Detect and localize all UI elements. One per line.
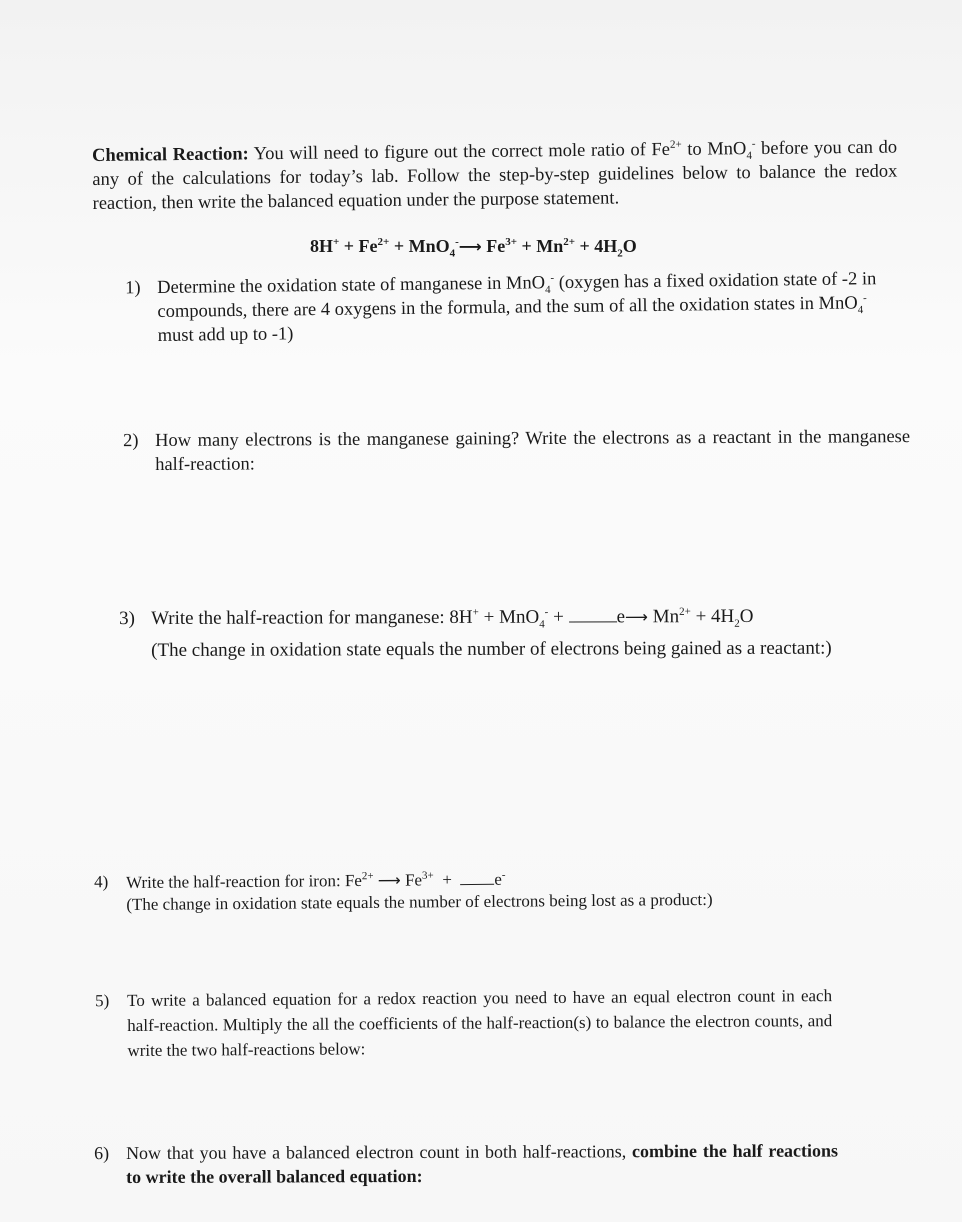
q3-line-2: (The change in oxidation state equals the number of electrons being gained as a reactant:) [151, 637, 832, 661]
q4-electron: e [494, 869, 502, 889]
q3-text-b: + MnO [478, 606, 540, 628]
fe-charge: 2+ [669, 138, 682, 151]
q1-text-a: Determine the oxidation state of manganese in MnO [157, 273, 546, 298]
question-text [126, 865, 846, 916]
question-number: 2) [123, 431, 139, 452]
eq-part: + Mn [516, 236, 564, 256]
reaction-arrow-icon: ⟶ [624, 607, 648, 627]
eq-part: + MnO [389, 236, 450, 256]
eq-sup: - [455, 236, 459, 248]
q3-electron: e [616, 606, 626, 628]
eq-part: 8H [310, 236, 334, 256]
eq-sup: 2+ [563, 236, 576, 248]
q3-text-a: Write the half-reaction for manganese: 8H [151, 606, 473, 629]
question-5 [95, 983, 833, 1063]
q1-sup: - [550, 271, 555, 285]
question-text [157, 267, 903, 348]
q1-sub2: 4 [857, 304, 864, 317]
question-6 [94, 1139, 839, 1189]
q1-sup2: - [863, 292, 867, 305]
question-1 [125, 267, 903, 348]
q3-text-g: O [739, 605, 754, 627]
intro-text: You will need to figure out the correct mole ratio of Fe [248, 139, 671, 165]
intro-text-3: before you can do any of the calculations for today’s lab. Follow the step-by-step guidelines below to balance the redox reaction, then write the balanced equation under the purpose statement. [92, 137, 898, 214]
question-text: How many electrons is the manganese gaining? Write the electrons as a reactant in the manganese half-reaction: [155, 427, 911, 475]
reaction-arrow-icon: ⟶ [458, 237, 482, 256]
question-number: 6) [94, 1143, 110, 1164]
q6-text: Now that you have a balanced electron count in both half-reactions, [126, 1141, 633, 1163]
reaction-arrow-icon: ⟶ [377, 870, 401, 890]
intro-label: Chemical Reaction: [92, 144, 249, 166]
q3-sub: 4 [539, 618, 545, 631]
intro-text-2: to MnO [681, 139, 747, 160]
q4-text-c: + [433, 870, 461, 890]
question-number: 3) [119, 608, 135, 630]
q4-sup: 2+ [361, 870, 374, 883]
mno-charge: - [751, 137, 756, 150]
q4-line-2: (The change in oxidation state equals the number of electrons being lost as a product:) [126, 889, 713, 914]
eq-sub: 2 [617, 247, 623, 260]
q4-text-a: Write the half-reaction for iron: Fe [126, 870, 362, 892]
q4-sup: 3+ [421, 869, 434, 882]
q1-text-c: must add up to -1) [157, 324, 294, 346]
q3-sup: - [544, 606, 549, 619]
q6-bold-text: combine the half reactions to write the overall balanced equation: [126, 1140, 839, 1187]
question-2 [123, 425, 911, 477]
q4-text-b: Fe [400, 870, 423, 890]
q3-sup: + [472, 606, 479, 619]
q1-sub: 4 [545, 283, 551, 296]
question-number: 1) [125, 278, 141, 299]
eq-part: Fe [481, 236, 506, 256]
eq-sup: 3+ [505, 236, 517, 248]
q3-sub: 2 [734, 617, 740, 630]
question-text: To write a balanced equation for a redox reaction you need to have an equal electron count in each half-reaction. Multiply the all the coefficients of the half-reaction(s) to balance the electron counts, and write the two half-reactions below: [127, 986, 833, 1060]
question-text [126, 1139, 838, 1189]
eq-part: O [622, 236, 637, 256]
eq-sup: + [333, 236, 340, 248]
q1-text-b: (oxygen has a fixed oxidation state of -2 in compounds, there are 4 oxygens in the formula, and the sum of all the oxidation states in MnO [157, 269, 877, 322]
mno-subscript: 4 [746, 149, 752, 162]
electron-count-blank[interactable] [569, 605, 617, 622]
question-number: 5) [95, 991, 110, 1011]
q3-sup: 2+ [679, 605, 691, 618]
question-3 [119, 600, 911, 667]
q4-sup: - [501, 869, 506, 882]
question-text [151, 600, 911, 667]
question-4 [94, 865, 846, 916]
main-equation [310, 236, 637, 260]
eq-sup: 2+ [377, 236, 390, 248]
electron-count-blank[interactable] [460, 868, 494, 885]
eq-part: + Fe [339, 236, 378, 256]
q3-text-f: + 4H [690, 605, 735, 628]
q3-text-d: Mn [647, 606, 680, 628]
eq-sub: 4 [449, 247, 456, 260]
q3-text-c: + [548, 606, 569, 628]
eq-part: + 4H [575, 236, 618, 256]
intro-paragraph [92, 136, 898, 216]
question-number: 4) [94, 872, 109, 892]
